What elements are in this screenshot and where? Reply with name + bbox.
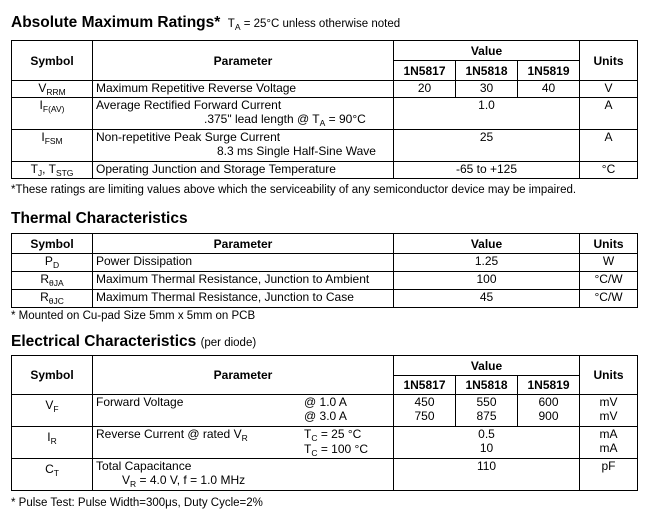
value-cell: -65 to +125 <box>394 162 580 179</box>
electrical-footnote: * Pulse Test: Pulse Width=300μs, Duty Cycle=2% <box>11 497 263 509</box>
units-cell: mV mV <box>580 395 638 427</box>
electrical-title: Electrical Characteristics <box>11 333 197 350</box>
table-row <box>12 98 638 130</box>
units-cell: A <box>580 130 638 162</box>
value-cell: 450 750 <box>394 395 456 427</box>
value-cell: 600 900 <box>518 395 580 427</box>
absolute-ratings-heading <box>11 14 400 32</box>
table-row <box>12 395 638 427</box>
symbol-cell: $C_T$ <box>12 459 93 491</box>
condition-label: @ 3.0 A <box>304 409 347 423</box>
units-cell: °C/W <box>580 272 638 290</box>
units-cell: V <box>580 81 638 98</box>
header-parameter: Parameter <box>93 356 394 395</box>
symbol-cell: $R_{\theta JC}$ <box>12 290 93 308</box>
electrical-heading <box>11 333 256 351</box>
device-1n5818: 1N5818 <box>456 61 518 81</box>
condition-label: @ 1.0 A <box>304 395 347 409</box>
table-row <box>12 290 638 308</box>
device-1n5819: 1N5819 <box>518 61 580 81</box>
header-value: Value <box>394 41 580 61</box>
parameter-cell: Average Rectified Forward Current .375" lead length @ $T_A = 90^\circ C$ <box>93 98 394 130</box>
absolute-ratings-title: Absolute Maximum Ratings* <box>11 14 221 31</box>
parameter-cell: Power Dissipation <box>93 254 394 272</box>
units-cell: pF <box>580 459 638 491</box>
parameter-cell: Reverse Current @ rated $V_R$ $T_C = 25$ °C $T_C = 100$ °C <box>93 427 394 459</box>
units-cell: °C <box>580 162 638 179</box>
value-cell: 30 <box>456 81 518 98</box>
value-cell: 110 <box>394 459 580 491</box>
symbol-cell: $R_{\theta JA}$ <box>12 272 93 290</box>
symbol-cell: $I_{FSM}$ <box>12 130 93 162</box>
header-units: Units <box>580 356 638 395</box>
value-cell: 40 <box>518 81 580 98</box>
value-cell: 0.5 10 <box>394 427 580 459</box>
units-cell: mA mA <box>580 427 638 459</box>
table-row <box>12 130 638 162</box>
header-symbol: Symbol <box>12 356 93 395</box>
absolute-ratings-table <box>11 40 638 179</box>
header-value: Value <box>394 356 580 376</box>
device-1n5817: 1N5817 <box>394 376 456 395</box>
parameter-cell: Forward Voltage @ 1.0 A @ 3.0 A <box>93 395 394 427</box>
units-cell: °C/W <box>580 290 638 308</box>
device-1n5818: 1N5818 <box>456 376 518 395</box>
table-row <box>12 81 638 98</box>
header-units: Units <box>580 41 638 81</box>
units-cell: A <box>580 98 638 130</box>
header-symbol: Symbol <box>12 41 93 81</box>
parameter-cell: Maximum Repetitive Reverse Voltage <box>93 81 394 98</box>
symbol-cell: $I_{F(AV)}$ <box>12 98 93 130</box>
parameter-cell: Total Capacitance $V_R = 4.0$ V, f = 1.0 MHz <box>93 459 394 491</box>
table-row <box>12 254 638 272</box>
electrical-title-note: (per diode) <box>200 337 257 349</box>
value-cell: 20 <box>394 81 456 98</box>
symbol-cell: $T_J$, $T_{STG}$ <box>12 162 93 179</box>
parameter-cell: Maximum Thermal Resistance, Junction to Ambient <box>93 272 394 290</box>
absolute-ratings-footnote: *These ratings are limiting values above which the serviceability of any semiconductor device may be impaired. <box>11 184 577 196</box>
value-cell: 25 <box>394 130 580 162</box>
value-cell: 45 <box>394 290 580 308</box>
condition-label: $T_C = 100$ °C <box>304 442 368 458</box>
thermal-heading: Thermal Characteristics <box>11 210 188 227</box>
symbol-cell: $P_D$ <box>12 254 93 272</box>
header-value: Value <box>394 234 580 254</box>
parameter-cell: Maximum Thermal Resistance, Junction to Case <box>93 290 394 308</box>
symbol-cell: $V_F$ <box>12 395 93 427</box>
electrical-table <box>11 355 638 491</box>
value-cell: 1.25 <box>394 254 580 272</box>
thermal-footnote: * Mounted on Cu-pad Size 5mm x 5mm on PCB <box>11 310 256 322</box>
header-units: Units <box>580 234 638 254</box>
table-row <box>12 162 638 179</box>
value-cell: 1.0 <box>394 98 580 130</box>
parameter-cell: Non-repetitive Peak Surge Current 8.3 ms Single Half-Sine Wave <box>93 130 394 162</box>
absolute-ratings-note: $T_A = 25^\circ C$ unless otherwise noted <box>227 18 401 32</box>
units-cell: W <box>580 254 638 272</box>
header-symbol: Symbol <box>12 234 93 254</box>
thermal-table <box>11 233 638 308</box>
table-row <box>12 427 638 459</box>
parameter-cell: Operating Junction and Storage Temperature <box>93 162 394 179</box>
header-parameter: Parameter <box>93 234 394 254</box>
condition-label: $T_C = 25$ °C <box>304 427 362 443</box>
header-parameter: Parameter <box>93 41 394 81</box>
table-row <box>12 272 638 290</box>
device-1n5817: 1N5817 <box>394 61 456 81</box>
value-cell: 550 875 <box>456 395 518 427</box>
symbol-cell: $V_{RRM}$ <box>12 81 93 98</box>
symbol-cell: $I_R$ <box>12 427 93 459</box>
value-cell: 100 <box>394 272 580 290</box>
table-row <box>12 459 638 491</box>
device-1n5819: 1N5819 <box>518 376 580 395</box>
